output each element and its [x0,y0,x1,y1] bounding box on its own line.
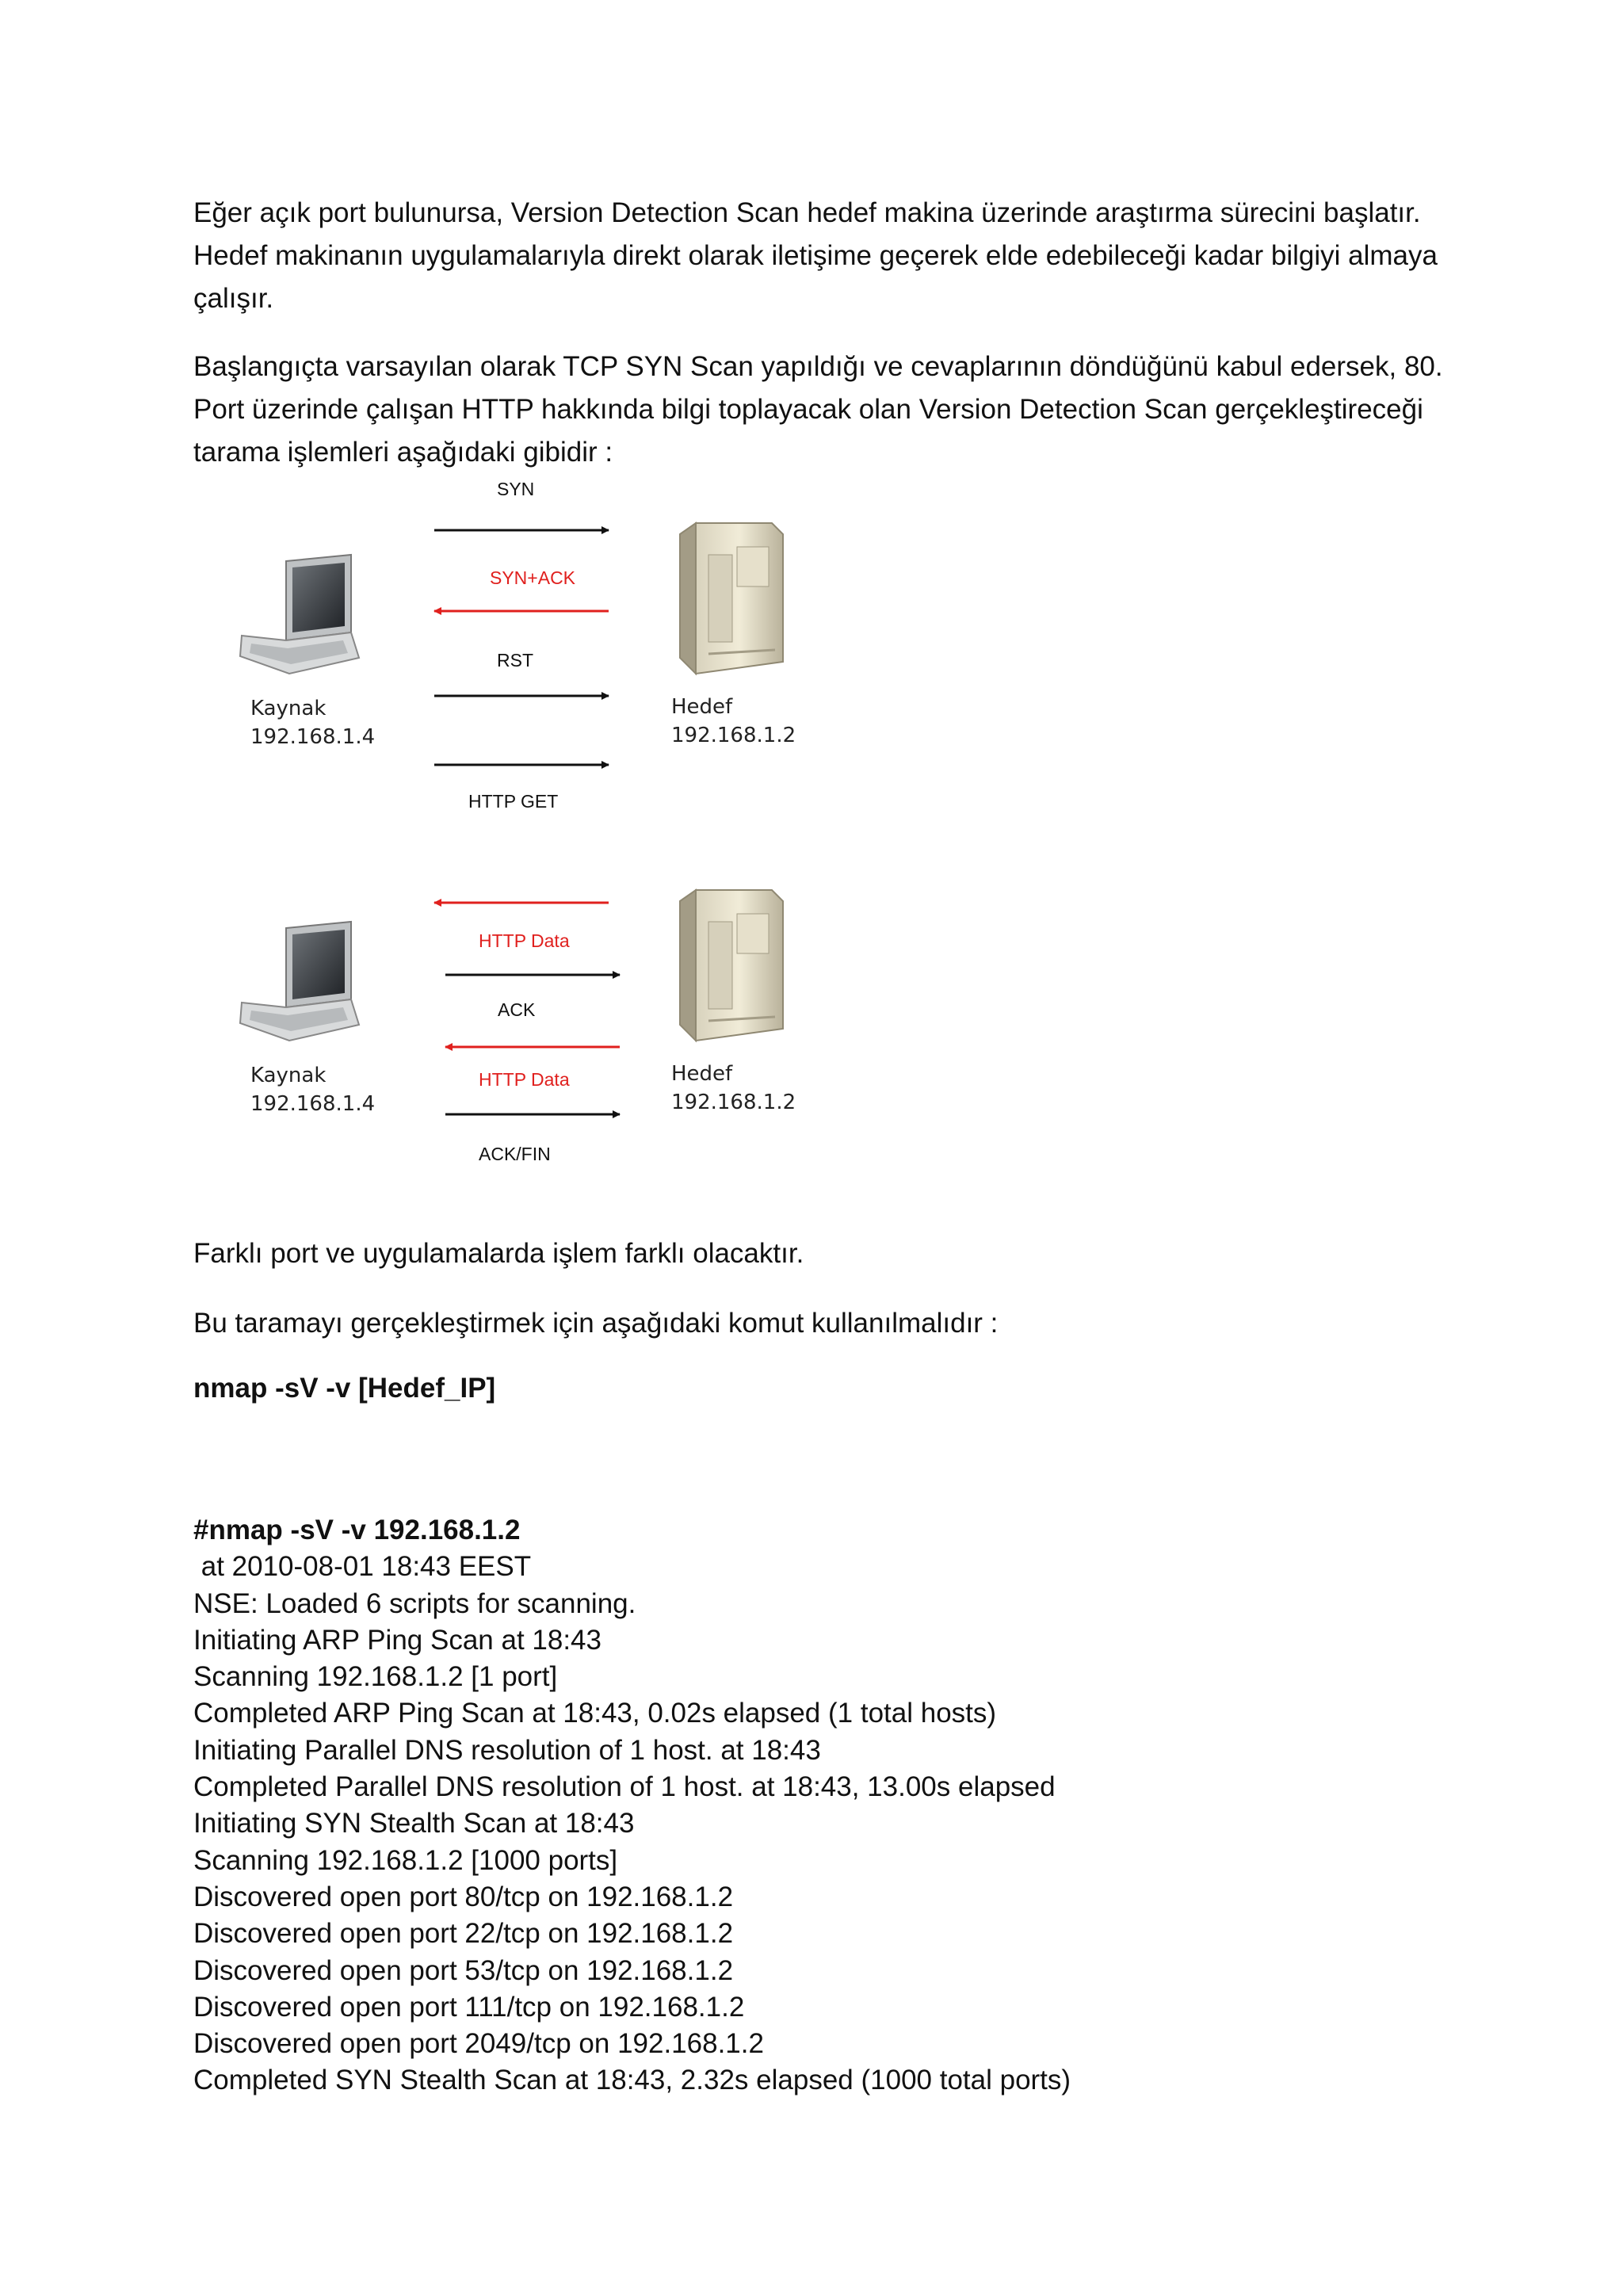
server-icon [680,523,783,674]
command-syntax: nmap -sV -v [Hedef_IP] [193,1373,496,1404]
terminal-line: Scanning 192.168.1.2 [1 port] [193,1661,558,1693]
diagram-2 [240,890,796,1164]
server-icon [680,890,783,1041]
intro-paragraph-1: Eğer açık port bulunursa, Version Detection Scan hedef makina üzerinde araştırma sürecini başlatır. Hedef makinanın uygulamalarıyla direkt olarak iletişime geçerek elde edebileceği kadar bilgiyi almaya çalışır. [193,197,1438,314]
source-ip: 192.168.1.4 [250,725,376,749]
target-ip: 192.168.1.2 [671,1091,796,1114]
label-ack-fin: ACK/FIN [479,1144,551,1164]
terminal-line: at 2010-08-01 18:43 EEST [193,1551,532,1583]
label-syn: SYN [497,479,535,499]
source-name: Kaynak [250,697,327,720]
terminal-line: Scanning 192.168.1.2 [1000 ports] [193,1844,618,1876]
label-rst: RST [497,650,533,670]
label-http-data-2: HTTP Data [479,1069,570,1090]
terminal-output [193,1512,1071,2099]
terminal-line: Discovered open port 111/tcp on 192.168.1.2 [193,1991,745,2023]
label-ack: ACK [498,999,536,1020]
terminal-line: Initiating ARP Ping Scan at 18:43 [193,1624,601,1656]
target-ip: 192.168.1.2 [671,724,796,747]
target-name: Hedef [671,1062,733,1086]
paragraph-3: Farklı port ve uygulamalarda işlem farklı olacaktır. [193,1238,804,1269]
label-syn-ack: SYN+ACK [490,567,576,588]
terminal-line: Discovered open port 22/tcp on 192.168.1.2 [193,1918,734,1950]
terminal-line: NSE: Loaded 6 scripts for scanning. [193,1587,636,1619]
intro-paragraph-2: Başlangıçta varsayılan olarak TCP SYN Scan yapıldığı ve cevaplarının döndüğünü kabul edersek, 80. Port üzerinde çalışan HTTP hakkında bilgi toplayacak olan Version Detection Scan gerçekleştireceği tarama işlemleri aşağıdaki gibidir : [193,351,1443,468]
terminal-line: Completed SYN Stealth Scan at 18:43, 2.32s elapsed (1000 total ports) [193,2065,1071,2096]
source-ip: 192.168.1.4 [250,1092,376,1116]
terminal-line: Discovered open port 80/tcp on 192.168.1.2 [193,1881,734,1912]
terminal-line: Initiating SYN Stealth Scan at 18:43 [193,1808,635,1839]
laptop-icon [240,555,359,674]
terminal-command: #nmap -sV -v 192.168.1.2 [193,1515,521,1545]
label-http-data-1: HTTP Data [479,930,570,951]
label-http-get: HTTP GET [468,791,559,812]
terminal-line: Discovered open port 53/tcp on 192.168.1.2 [193,1954,734,1986]
paragraph-4: Bu taramayı gerçekleştirmek için aşağıdaki komut kullanılmalıdır : [193,1308,999,1339]
terminal-line: Completed Parallel DNS resolution of 1 host. at 18:43, 13.00s elapsed [193,1771,1056,1803]
laptop-icon [240,922,359,1041]
terminal-line: Completed ARP Ping Scan at 18:43, 0.02s elapsed (1 total hosts) [193,1698,997,1729]
target-name: Hedef [671,695,733,719]
terminal-line: Initiating Parallel DNS resolution of 1 host. at 18:43 [193,1734,821,1766]
diagram-1 [240,479,796,812]
terminal-line: Discovered open port 2049/tcp on 192.168.1.2 [193,2028,764,2060]
source-name: Kaynak [250,1064,327,1087]
